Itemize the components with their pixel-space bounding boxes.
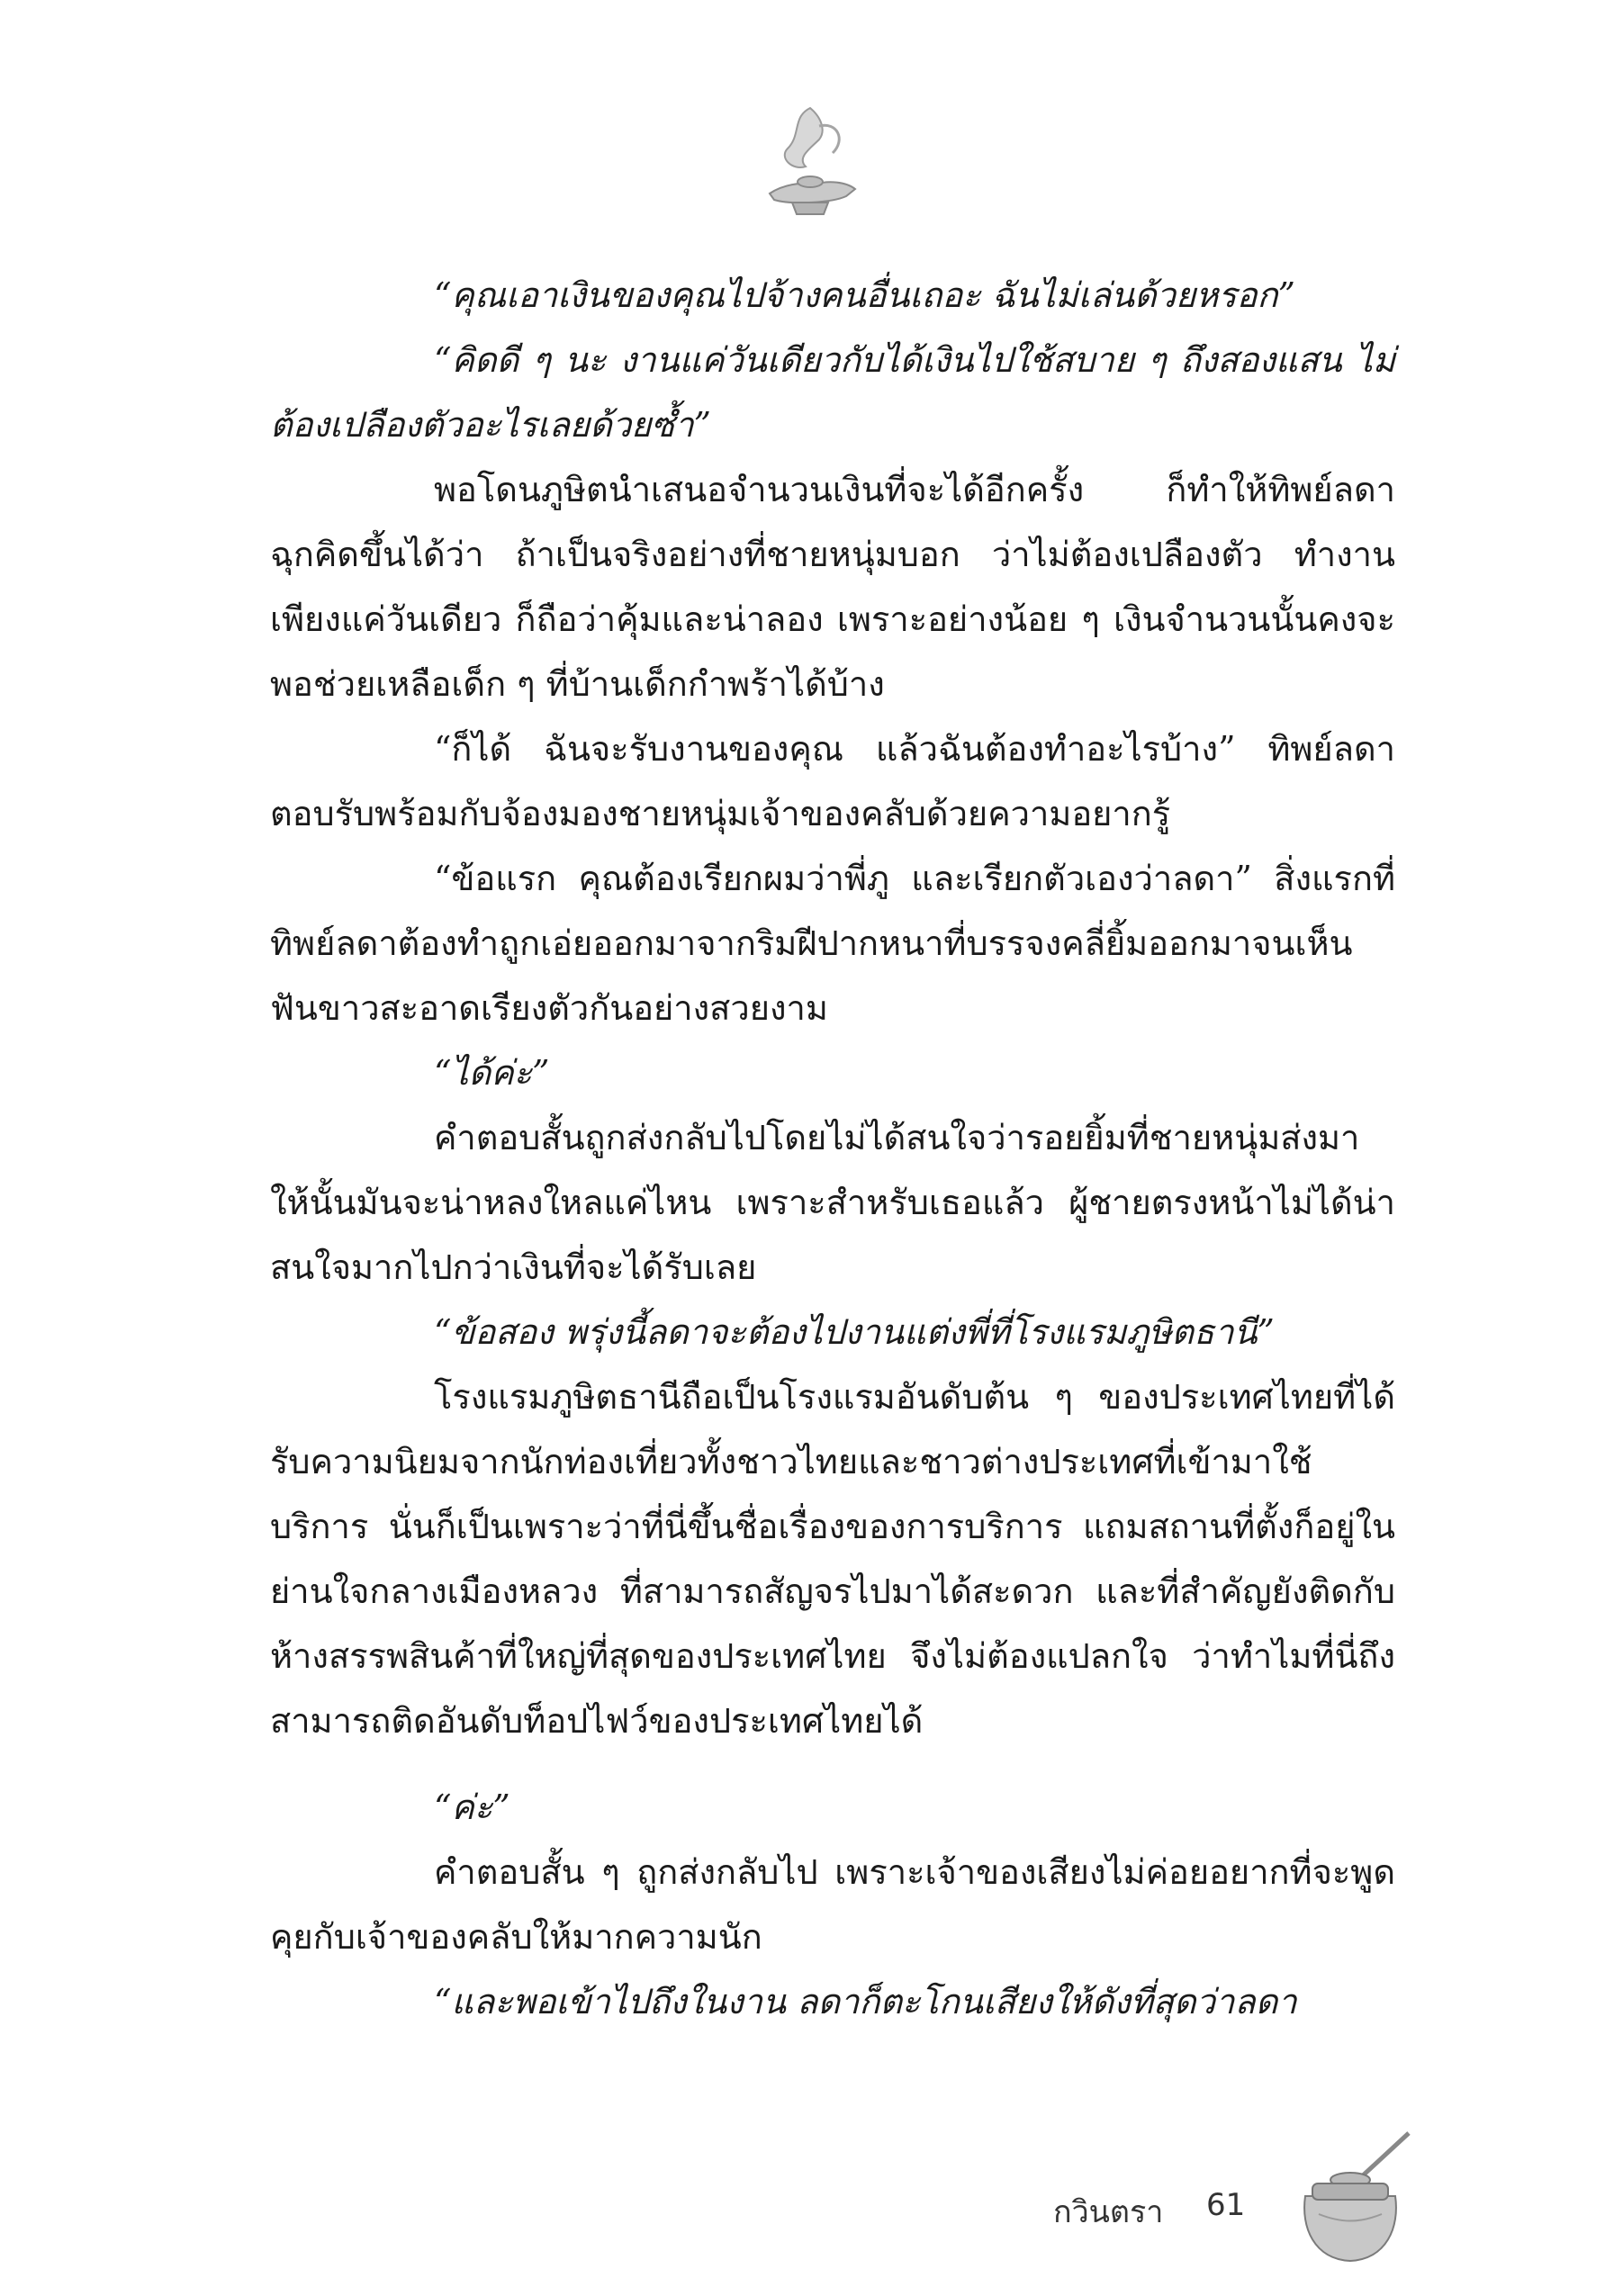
paragraph: คำตอบสั้นถูกส่งกลับไปโดยไม่ได้สนใจว่ารอยยิ้มที่ชายหนุ่มส่งมาให้นั้นมันจะน่าหลงใหลแค่ไหน เพราะสำหรับเธอแล้ว ผู้ชายตรงหน้าไม่ได้น่าสนใจมากไปกว่าเงินที่จะได้รับเลย [270,1118,1395,1287]
page-number: 61 [1206,2187,1246,2223]
paragraph: คำตอบสั้น ๆ ถูกส่งกลับไป เพราะเจ้าของเสียงไม่ค่อยอยากที่จะพูดคุยกับเจ้าของคลับให้มากความนัก [270,1852,1395,1957]
body-text [270,263,1395,2034]
paragraph: “คิดดี ๆ นะ งานแค่วันเดียวกับได้เงินไปใช้สบาย ๆ ถึงสองแสน ไม่ต้องเปลืองตัวอะไรเลยด้วยซ้ำ” [270,340,1395,445]
paragraph: “ก็ได้ ฉันจะรับงานของคุณ แล้วฉันต้องทำอะไรบ้าง” ทิพย์ลดาตอบรับพร้อมกับจ้องมองชายหนุ่มเจ้าของคลับด้วยความอยากรู้ [270,729,1395,833]
paragraph: “และพอเข้าไปถึงในงาน ลดาก็ตะโกนเสียงให้ดังที่สุดว่าลดา [434,1982,1297,2021]
honey-pot-icon [1287,2124,1413,2268]
paragraph: “ข้อแรก คุณต้องเรียกผมว่าพี่ภู และเรียกตัวเองว่าลดา” สิ่งแรกที่ทิพย์ลดาต้องทำถูกเอ่ยออกมาจากริมฝีปากหนาที่บรรจงคลี่ยิ้มออกมาจนเห็นฟันขาวสะอาดเรียงตัวกันอย่างสวยงาม [270,859,1395,1028]
paragraph: “ได้ค่ะ” [434,1053,550,1093]
paragraph: พอโดนภูษิตนำเสนอจำนวนเงินที่จะได้อีกครั้ง ก็ทำให้ทิพย์ลดาฉุกคิดขึ้นได้ว่า ถ้าเป็นจริงอย่างที่ชายหนุ่มบอก ว่าไม่ต้องเปลืองตัว ทำงานเพียงแค่วันเดียว ก็ถือว่าคุ้มและน่าลอง เพราะอย่างน้อย ๆ เงินจำนวนนั้นคงจะพอช่วยเหลือเด็ก ๆ ที่บ้านเด็กกำพร้าได้บ้าง [270,470,1395,704]
paragraph: “ค่ะ” [434,1787,510,1827]
paragraph: โรงแรมภูษิตธานีถือเป็นโรงแรมอันดับต้น ๆ ของประเทศไทยที่ได้รับความนิยมจากนักท่องเที่ยวทั้งชาวไทยและชาวต่างประเทศที่เข้ามาใช้บริการ นั่นก็เป็นเพราะว่าที่นี่ขึ้นชื่อเรื่องของการบริการ แถมสถานที่ตั้งก็อยู่ในย่านใจกลางเมืองหลวง ที่สามารถสัญจรไปมาได้สะดวก และที่สำคัญยังติดกับห้างสรรพสินค้าที่ใหญ่ที่สุดของประเทศไทย จึงไม่ต้องแปลกใจ ว่าทำไมที่นี่ถึงสามารถติดอันดับท็อปไฟว์ของประเทศไทยได้ [270,1377,1395,1741]
paragraph: “ข้อสอง พรุ่งนี้ลดาจะต้องไปงานแต่งพี่ที่โรงแรมภูษิตธานี” [434,1312,1275,1352]
book-title: กวินตรา [1053,2194,1164,2230]
genie-lamp-icon [756,99,864,234]
paragraph: “คุณเอาเงินของคุณไปจ้างคนอื่นเถอะ ฉันไม่เล่นด้วยหรอก” [434,275,1295,315]
